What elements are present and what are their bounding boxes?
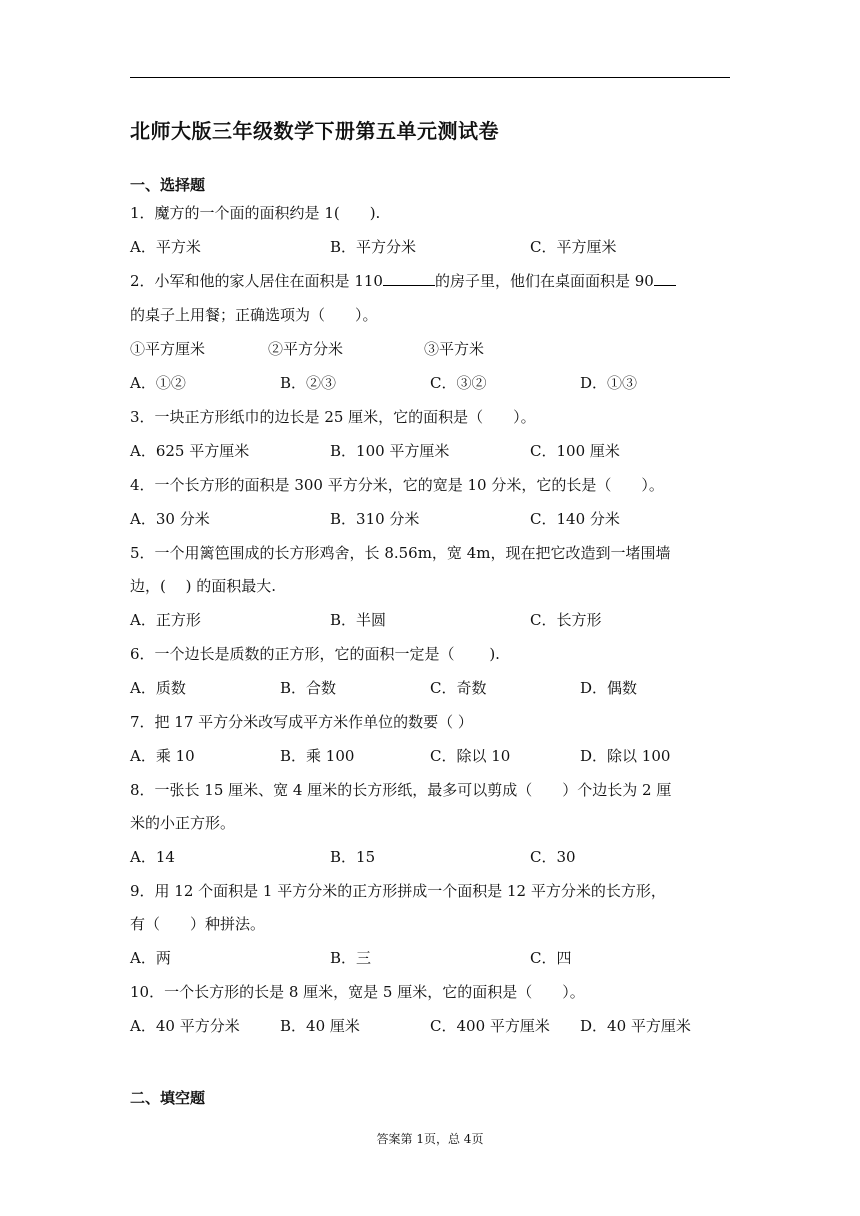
q9-option-a: A．两 [130,949,171,967]
q7-option-c: C．除以 10 [430,747,511,765]
question-9-stem-line2: 有（ ）种拼法。 [130,915,266,933]
q4-option-c: C．140 分米 [530,510,620,528]
q6-option-d: D．偶数 [580,679,638,697]
q7-option-d: D．除以 100 [580,747,671,765]
q6-option-a: A．质数 [130,679,186,697]
question-10-stem: 10．一个长方形的长是 8 厘米，宽是 5 厘米，它的面积是（ ）。 [130,983,585,1001]
q10-option-a: A．40 平方分米 [130,1017,240,1035]
q10-option-d: D．40 平方厘米 [580,1017,691,1035]
q2-option-d: D．①③ [580,374,638,392]
q1-option-a: A．平方米 [130,238,201,256]
question-6-stem: 6．一个边长是质数的正方形，它的面积一定是（ ). [130,645,500,663]
question-1-stem: 1．魔方的一个面的面积约是 1( ). [130,204,381,222]
q2-stem-part-b: 的房子里，他们在桌面面积是 90 [434,272,654,290]
section-heading-choice: 一、选择题 [130,176,206,194]
question-4-stem: 4．一个长方形的面积是 300 平方分米，它的宽是 10 分米，它的长是（ ）。 [130,476,664,494]
q7-option-b: B．乘 100 [280,747,355,765]
q6-option-b: B．合数 [280,679,337,697]
question-8-stem-line2: 米的小正方形。 [130,814,236,832]
q2-stem-part-a: 2．小军和他的家人居住在面积是 110 [130,272,383,290]
q5-option-c: C．长方形 [530,611,602,629]
section-heading-fill: 二、填空题 [130,1089,206,1107]
q5-option-b: B．半圆 [330,611,387,629]
q8-option-b: B．15 [330,848,376,866]
question-9-stem: 9．用 12 个面积是 1 平方分米的正方形拼成一个面积是 12 平方分米的长方形， [130,882,666,900]
q6-option-c: C．奇数 [430,679,487,697]
q9-option-c: C．四 [530,949,572,967]
q2-unit-1: ①平方厘米 [130,340,206,358]
q3-option-a: A．625 平方厘米 [130,442,250,460]
q2-blank-2 [654,270,676,286]
q8-option-c: C．30 [530,848,576,866]
page-title: 北师大版三年级数学下册第五单元测试卷 [130,119,499,143]
q2-option-a: A．①② [130,374,186,392]
q8-option-a: A．14 [130,848,175,866]
q4-option-a: A．30 分米 [130,510,210,528]
q1-option-c: C．平方厘米 [530,238,617,256]
question-7-stem: 7．把 17 平方分米改写成平方米作单位的数要（ ） [130,713,473,731]
q2-option-c: C．③② [430,374,487,392]
q7-option-a: A．乘 10 [130,747,195,765]
question-5-stem-line2: 边，( ) 的面积最大. [130,577,277,595]
question-2-stem [130,270,676,291]
question-8-stem: 8．一张长 15 厘米、宽 4 厘米的长方形纸，最多可以剪成（ ）个边长为 2 厘 [130,781,672,799]
question-5-stem: 5．一个用篱笆围成的长方形鸡舍，长 8.56m，宽 4m，现在把它改造到一堵围墙 [130,544,671,562]
q2-blank-1 [383,270,435,286]
question-2-stem-line2: 的桌子上用餐；正确选项为（ ）。 [130,306,378,324]
page-footer: 答案第 1页，总 4页 [376,1132,484,1146]
q5-option-a: A．正方形 [130,611,201,629]
q1-option-b: B．平方分米 [330,238,417,256]
q3-option-b: B．100 平方厘米 [330,442,450,460]
q10-option-b: B．40 厘米 [280,1017,360,1035]
question-3-stem: 3．一块正方形纸巾的边长是 25 厘米，它的面积是（ ）。 [130,408,536,426]
header-rule [130,77,730,78]
q10-option-c: C．400 平方厘米 [430,1017,550,1035]
q2-option-b: B．②③ [280,374,337,392]
q3-option-c: C．100 厘米 [530,442,620,460]
q2-unit-3: ③平方米 [424,340,485,358]
q4-option-b: B．310 分米 [330,510,420,528]
q2-unit-2: ②平方分米 [268,340,344,358]
q9-option-b: B．三 [330,949,372,967]
